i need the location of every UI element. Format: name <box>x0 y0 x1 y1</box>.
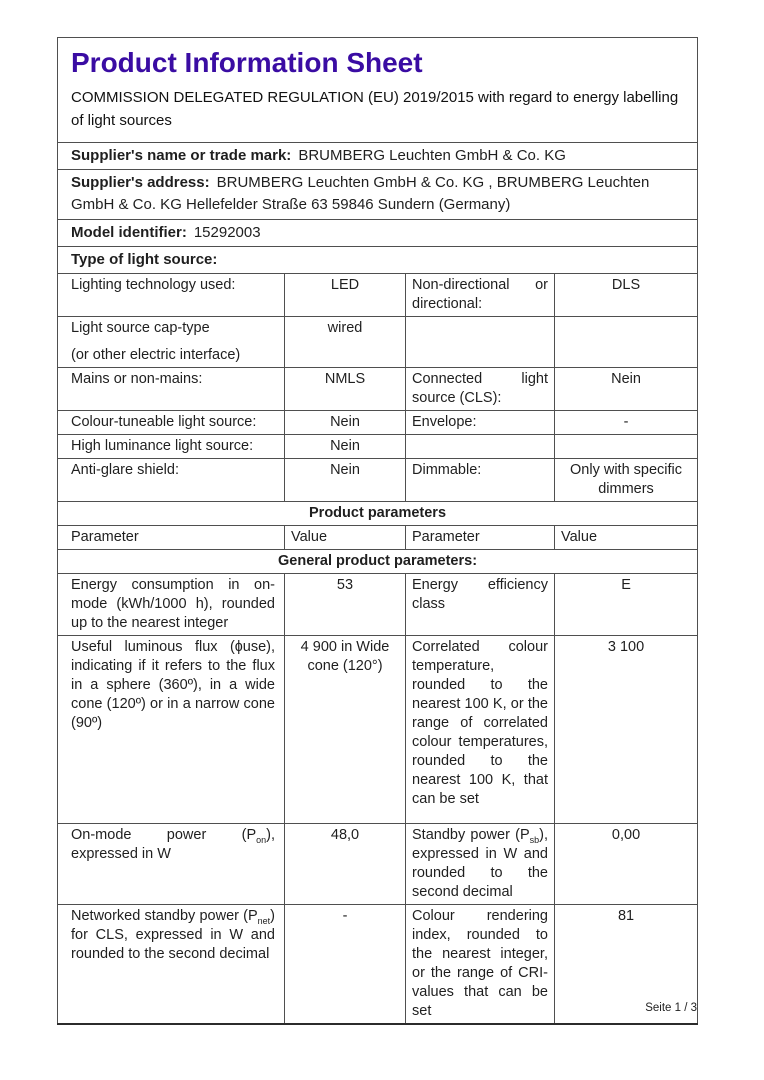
param-row-energy-consumption <box>58 573 698 635</box>
info-row-model-identifier <box>58 219 698 246</box>
param-label: Energy efficiency class <box>406 573 555 635</box>
spec-value: DLS <box>555 273 698 316</box>
subscript: sb <box>529 834 540 845</box>
param-label <box>406 823 555 904</box>
param-value: E <box>555 573 698 635</box>
param-value: 48,0 <box>285 823 406 904</box>
section-title-product-parameters: Product parameters <box>58 501 698 525</box>
regulation-subtitle: COMMISSION DELEGATED REGULATION (EU) 2019/2015 with regard to energy labelling of light sources <box>71 89 679 129</box>
section-row-product-parameters <box>58 501 698 525</box>
param-label: Colour rendering index, rounded to the nearest integer, or the range of CRI-values that can be set <box>406 904 555 1023</box>
param-label-text: ) for CLS, expressed in W and rounded to the second decimal <box>71 907 275 962</box>
spec-value: Nein <box>285 458 406 501</box>
spec-label-empty <box>406 316 555 367</box>
param-value: 3 100 <box>555 635 698 823</box>
param-label: Useful luminous flux (ɸuse), indicating if it refers to the flux in a sphere (360º), in a wide cone (120º) or in a narrow cone (90º) <box>58 635 285 823</box>
param-header-parameter: Parameter <box>406 525 555 549</box>
param-label <box>58 823 285 904</box>
param-value: 0,00 <box>555 823 698 904</box>
subscript: net <box>257 915 271 926</box>
spec-row-colour-tuneable <box>58 410 698 434</box>
supplier-address-value: BRUMBERG Leuchten GmbH & Co. KG , BRUMBERG Leuchten GmbH & Co. KG Hellefelder Straße 63 59846 Sundern (Germany) <box>71 173 650 213</box>
spec-row-anti-glare <box>58 458 698 501</box>
param-label-text: ), expressed in W and rounded to the second decimal <box>412 826 548 900</box>
supplier-address-cell <box>58 169 698 219</box>
model-identifier-cell <box>58 219 698 246</box>
info-row-supplier-address <box>58 169 698 219</box>
param-label-text: Networked standby power (P <box>71 907 258 924</box>
spec-value: - <box>555 410 698 434</box>
spec-value: Nein <box>555 367 698 410</box>
spec-label: Non-directional or directional: <box>406 273 555 316</box>
spec-value: Nein <box>285 434 406 458</box>
supplier-name-value: BRUMBERG Leuchten GmbH & Co. KG <box>298 147 566 165</box>
param-label-text: Standby power (P <box>412 826 530 843</box>
section-title-general-parameters: General product parameters: <box>58 549 698 573</box>
param-value: 53 <box>285 573 406 635</box>
spec-label: Dimmable: <box>406 458 555 501</box>
title-cell <box>58 38 698 143</box>
spec-label: Mains or non-mains: <box>58 367 285 410</box>
section-row-general-parameters <box>58 549 698 573</box>
supplier-name-label: Supplier's name or trade mark: <box>71 147 292 165</box>
param-header-value: Value <box>285 525 406 549</box>
page-number: Seite 1 / 3 <box>645 1002 697 1014</box>
spec-row-high-luminance <box>58 434 698 458</box>
supplier-address-label: Supplier's address: <box>71 173 210 191</box>
spec-value: Only with specific dimmers <box>555 458 698 501</box>
model-identifier-label: Model identifier: <box>71 223 187 241</box>
spec-value-empty <box>555 316 698 367</box>
spec-value-empty <box>555 434 698 458</box>
title-row <box>58 38 698 143</box>
param-header-parameter: Parameter <box>58 525 285 549</box>
spec-value: wired <box>285 316 406 367</box>
spec-label: High luminance light source: <box>58 434 285 458</box>
model-identifier-value: 15292003 <box>193 223 261 241</box>
param-value: 81 <box>555 904 698 1023</box>
spec-row-mains <box>58 367 698 410</box>
param-header-value: Value <box>555 525 698 549</box>
param-header-row <box>58 525 698 549</box>
supplier-name-cell <box>58 143 698 170</box>
type-of-light-source-cell <box>58 246 698 273</box>
spec-label: Colour-tuneable light source: <box>58 410 285 434</box>
spec-label: Anti-glare shield: <box>58 458 285 501</box>
param-value: - <box>285 904 406 1023</box>
spec-value: NMLS <box>285 367 406 410</box>
param-label: Energy consumption in on-mode (kWh/1000 h), rounded up to the nearest integer <box>58 573 285 635</box>
info-row-type-of-light-source <box>58 246 698 273</box>
info-row-supplier-name <box>58 143 698 170</box>
spec-label-line1: Light source cap-type <box>71 319 210 336</box>
param-row-on-mode-power <box>58 823 698 904</box>
spec-label: Envelope: <box>406 410 555 434</box>
product-info-table <box>57 37 698 1025</box>
page-title: Product Information Sheet <box>71 47 423 78</box>
param-row-luminous-flux <box>58 635 698 823</box>
spec-label <box>58 316 285 367</box>
type-of-light-source-label: Type of light source: <box>71 250 218 268</box>
spec-label-line2: (or other electric interface) <box>71 346 241 363</box>
spec-row-lighting-technology <box>58 273 698 316</box>
spec-value: Nein <box>285 410 406 434</box>
subscript: on <box>256 834 267 845</box>
param-label-text: On-mode power (P <box>71 826 257 843</box>
spec-row-cap-type <box>58 316 698 367</box>
param-value: 4 900 in Wide cone (120°) <box>285 635 406 823</box>
spec-label-empty <box>406 434 555 458</box>
spec-label: Lighting technology used: <box>58 273 285 316</box>
param-label-text: ), expressed in W <box>71 826 275 862</box>
spec-label: Connected light source (CLS): <box>406 367 555 410</box>
spec-value: LED <box>285 273 406 316</box>
param-label: Correlated colour temperature, rounded to the nearest 100 K, or the range of correlated colour temperatures, rounded to the nearest 100 K, that can be set <box>406 635 555 823</box>
